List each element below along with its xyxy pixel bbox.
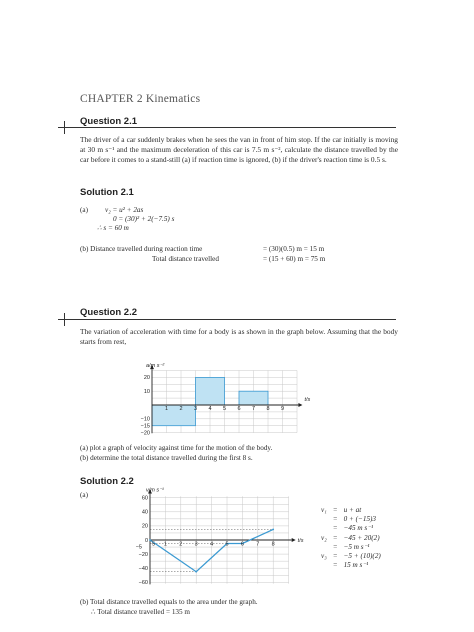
equation-lhs: v₂ (321, 533, 327, 542)
solution-2-1-eq2: 0 = (30)² + 2(−7.5) s (113, 215, 175, 223)
x-axis-label: t/s (304, 397, 311, 403)
equation-equals: = (332, 524, 338, 533)
x-tick-label: 7 (251, 406, 256, 413)
y-tick-label: 10 (143, 389, 150, 395)
velocity-point (272, 529, 274, 531)
equation-row (318, 552, 384, 561)
divider-q2 (58, 319, 396, 320)
y-tick-label: 20 (143, 375, 150, 382)
solution-2-2-equations (318, 506, 384, 570)
equation-rhs: −45 m s⁻¹ (343, 524, 374, 533)
equation-lhs: v₁ (321, 506, 327, 514)
x-tick-label: 6 (237, 406, 241, 413)
equation-row (318, 534, 384, 543)
y-tick-label: −10 (140, 416, 150, 423)
question-2-1-heading: Question 2.1 (80, 116, 138, 127)
solution-2-1-a-label: (a) (80, 206, 88, 214)
solution-2-2-a-label: (a) (80, 491, 88, 499)
question-2-2-text: The variation of acceleration with time for a body is as shown in the graph below. Assuming that the body starts from rest, (80, 327, 398, 346)
velocity-point (149, 539, 151, 541)
x-tick-label: 7 (256, 541, 260, 548)
acceleration-bar (152, 405, 196, 426)
extra-label: 5 (152, 541, 156, 548)
equation-lhs (318, 561, 330, 570)
equation-lhs (318, 524, 330, 533)
solution-2-1-eq1: v₂ = u² + 2as (105, 206, 144, 214)
y-tick-label: 20 (141, 523, 148, 530)
acceleration-bar (196, 377, 225, 405)
x-tick-label: 4 (208, 406, 212, 413)
equation-row (318, 515, 384, 524)
x-tick-label: 2 (179, 406, 183, 413)
y-axis-label: a/m s⁻² (146, 363, 165, 370)
x-tick-label: 6 (240, 541, 244, 548)
question-2-2-heading: Question 2.2 (80, 307, 138, 318)
x-axis-arrow (298, 403, 302, 407)
x-axis-label: t/s (297, 538, 304, 544)
y-tick-label: −15 (140, 423, 150, 430)
equation-equals: = (332, 552, 338, 561)
x-tick-label: 1 (163, 541, 167, 548)
question-2-2-part-a: (a) plot a graph of velocity against time for the motion of the body. (80, 444, 273, 452)
equation-rhs: −45 + 20(2) (343, 533, 380, 542)
y-tick-label: −60 (138, 580, 148, 587)
x-tick-label: 8 (271, 541, 275, 548)
solution-2-1-b-left2: Total distance travelled (152, 255, 219, 263)
equation-rhs: −5 m s⁻¹ (343, 542, 370, 551)
equation-row (318, 524, 384, 533)
equation-equals: = (332, 506, 338, 514)
solution-2-2-b-line1: (b) Total distance travelled equals to the area under the graph. (80, 598, 258, 606)
equation-rhs: 15 m s⁻¹ (343, 561, 369, 570)
question-2-1-text: The driver of a car suddenly brakes when he sees the van in front of him stop. If the car initially is moving at 30 m s⁻¹ and the maximum deceleration of this car is 7.5 m s⁻², calculate the distance travelled by the car before it comes to a stand-still (a) if reaction time is ignored, (b) if the driver's reaction time is 0.5 s. (80, 135, 398, 164)
equation-row (318, 561, 384, 570)
y-tick-label: −20 (140, 430, 150, 437)
x-tick-label: 1 (164, 406, 169, 413)
solution-2-2-heading: Solution 2.2 (80, 476, 134, 487)
y-tick-label: 0 (144, 537, 148, 544)
question-2-2-part-b: (b) determine the total distance travelled during the first 8 s. (80, 454, 253, 462)
x-tick-label: 3 (194, 541, 198, 548)
acceleration-bar (239, 391, 268, 405)
solution-2-1-eq3: ∴ s = 60 m (97, 224, 129, 232)
velocity-point (195, 571, 197, 573)
equation-row (318, 543, 384, 552)
x-tick-label: 5 (225, 541, 229, 548)
solution-2-1-heading: Solution 2.1 (80, 187, 134, 198)
solution-2-1-b-right2: = (15 + 60) m = 75 m (263, 255, 326, 263)
equation-rhs: −5 + (10)(2) (343, 552, 381, 561)
equation-lhs: v₃ (321, 552, 327, 561)
equation-lhs (318, 543, 330, 552)
x-axis-arrow (292, 538, 296, 542)
y-tick-label: 40 (141, 509, 148, 516)
equation-equals: = (332, 542, 338, 551)
x-tick-label: 9 (280, 406, 285, 413)
x-tick-label: 4 (210, 541, 214, 548)
x-tick-label: 2 (179, 541, 183, 548)
equation-rhs: u + at (343, 506, 362, 514)
divider-tick-q1 (64, 121, 65, 134)
solution-2-1-b-left1: (b) Distance travelled during reaction time (80, 245, 203, 253)
divider-tick-q2 (64, 313, 65, 326)
y-tick-label: −40 (138, 566, 148, 572)
y-tick-label: −20 (138, 551, 148, 558)
solution-2-2-b-line2: ∴ Total distance travelled = 135 m (91, 608, 191, 616)
extra-label: −5 (135, 544, 142, 551)
acceleration-time-graph (120, 346, 311, 438)
y-axis-label: v/m s⁻¹ (146, 487, 164, 494)
x-tick-label: 8 (266, 406, 270, 413)
equation-equals: = (332, 533, 338, 542)
divider-q1 (58, 127, 396, 128)
equation-lhs (318, 515, 330, 524)
equation-rhs: 0 + (−15)3 (343, 515, 377, 524)
x-tick-label: 5 (222, 406, 227, 413)
velocity-time-graph (120, 480, 310, 592)
equation-row (318, 506, 384, 515)
y-tick-label: 60 (141, 495, 148, 502)
x-tick-label: 3 (193, 406, 198, 413)
equation-equals: = (332, 515, 338, 524)
chapter-title: CHAPTER 2 Kinematics (80, 93, 201, 105)
equation-equals: = (332, 561, 338, 570)
solution-2-1-b-right1: = (30)(0.5) m = 15 m (263, 245, 325, 253)
